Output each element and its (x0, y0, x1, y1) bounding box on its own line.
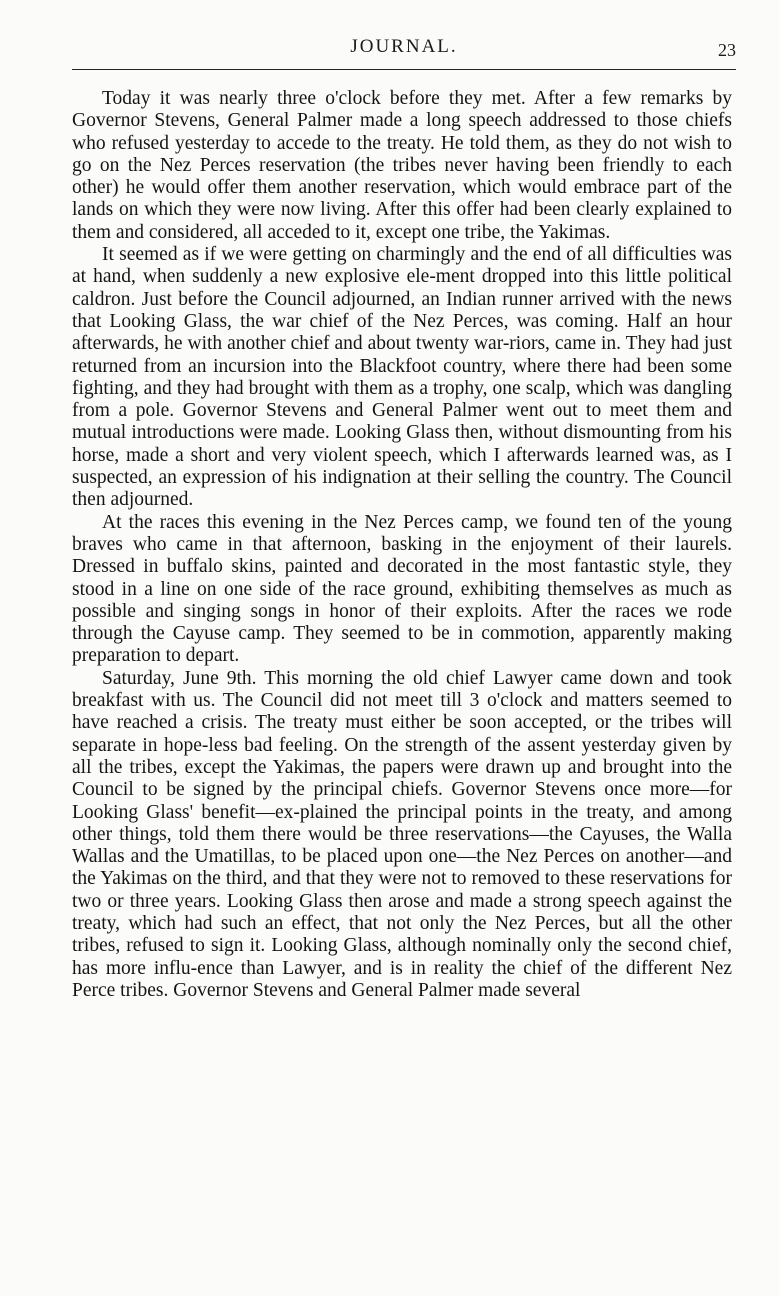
running-title: JOURNAL. (350, 36, 458, 57)
paragraph-june-9th: Saturday, June 9th. This morning the old chief Lawyer came down and took breakfast with us. The Council did not meet till 3 o'clock and matters seemed to have reached a crisis. The treaty must either be soon accepted, or the tribes will separate in hope-less bad feeling. On the strength of the assent yesterday given by all the tribes, except the Yakimas, the papers were drawn up and brought into the Council to be signed by the principal chiefs. Governor Stevens once more—for Looking Glass' benefit—ex-plained the principal points in the treaty, and among other things, told them there would be three reservations—the Cayuses, the Walla Wallas and the Umatillas, to be placed upon one—the Nez Perces on another—and the Yakimas on the third, and that they were not to removed to these reservations for two or three years. Looking Glass then arose and made a strong speech against the treaty, which had such an effect, that not only the Nez Perces, but all the other tribes, refused to sign it. Looking Glass, although nominally only the second chief, has more influ-ence than Lawyer, and is in reality the chief of the different Nez Perce tribes. Governor Stevens and General Palmer made several (72, 667, 732, 1001)
header-rule (72, 69, 736, 70)
journal-text (72, 88, 732, 1002)
page-number: 23 (718, 40, 736, 60)
paragraph-races: At the races this evening in the Nez Perces camp, we found ten of the young braves who came in that afternoon, basking in the enjoyment of their laurels. Dressed in buffalo skins, painted and decorated in the most fantastic style, they stood in a line on one side of the race ground, exhibiting themselves as much as possible and singing songs in honor of their exploits. After the races we rode through the Cayuse camp. They seemed to be in commotion, apparently making preparation to depart. (72, 511, 732, 667)
paragraph-looking-glass-arrival: It seemed as if we were getting on charmingly and the end of all difficulties was at hand, when suddenly a new explosive ele-ment dropped into this little political caldron. Just before the Council adjourned, an Indian runner arrived with the news that Looking Glass, the war chief of the Nez Perces, was coming. Half an hour afterwards, he with another chief and about twenty war-riors, came in. They had just returned from an incursion into the Blackfoot country, where there had been some fighting, and they had brought with them as a trophy, one scalp, which was dangling from a pole. Governor Stevens and General Palmer went out to meet them and mutual introductions were made. Looking Glass then, without dismounting from his horse, made a short and very violent speech, which I afterwards learned was, as I suspected, an expression of his indignation at their selling the country. The Council then adjourned. (72, 244, 732, 511)
running-head (72, 36, 736, 62)
paragraph-council-meeting: Today it was nearly three o'clock before they met. After a few remarks by Governor Stevens, General Palmer made a long speech addressed to those chiefs who refused yesterday to accede to the treaty. He told them, as they do not wish to go on the Nez Perces reservation (the tribes never having been friendly to each other) he would offer them another reservation, which would embrace part of the lands on which they were now living. After this offer had been clearly explained to them and considered, all acceded to it, except one tribe, the Yakimas. (72, 88, 732, 243)
